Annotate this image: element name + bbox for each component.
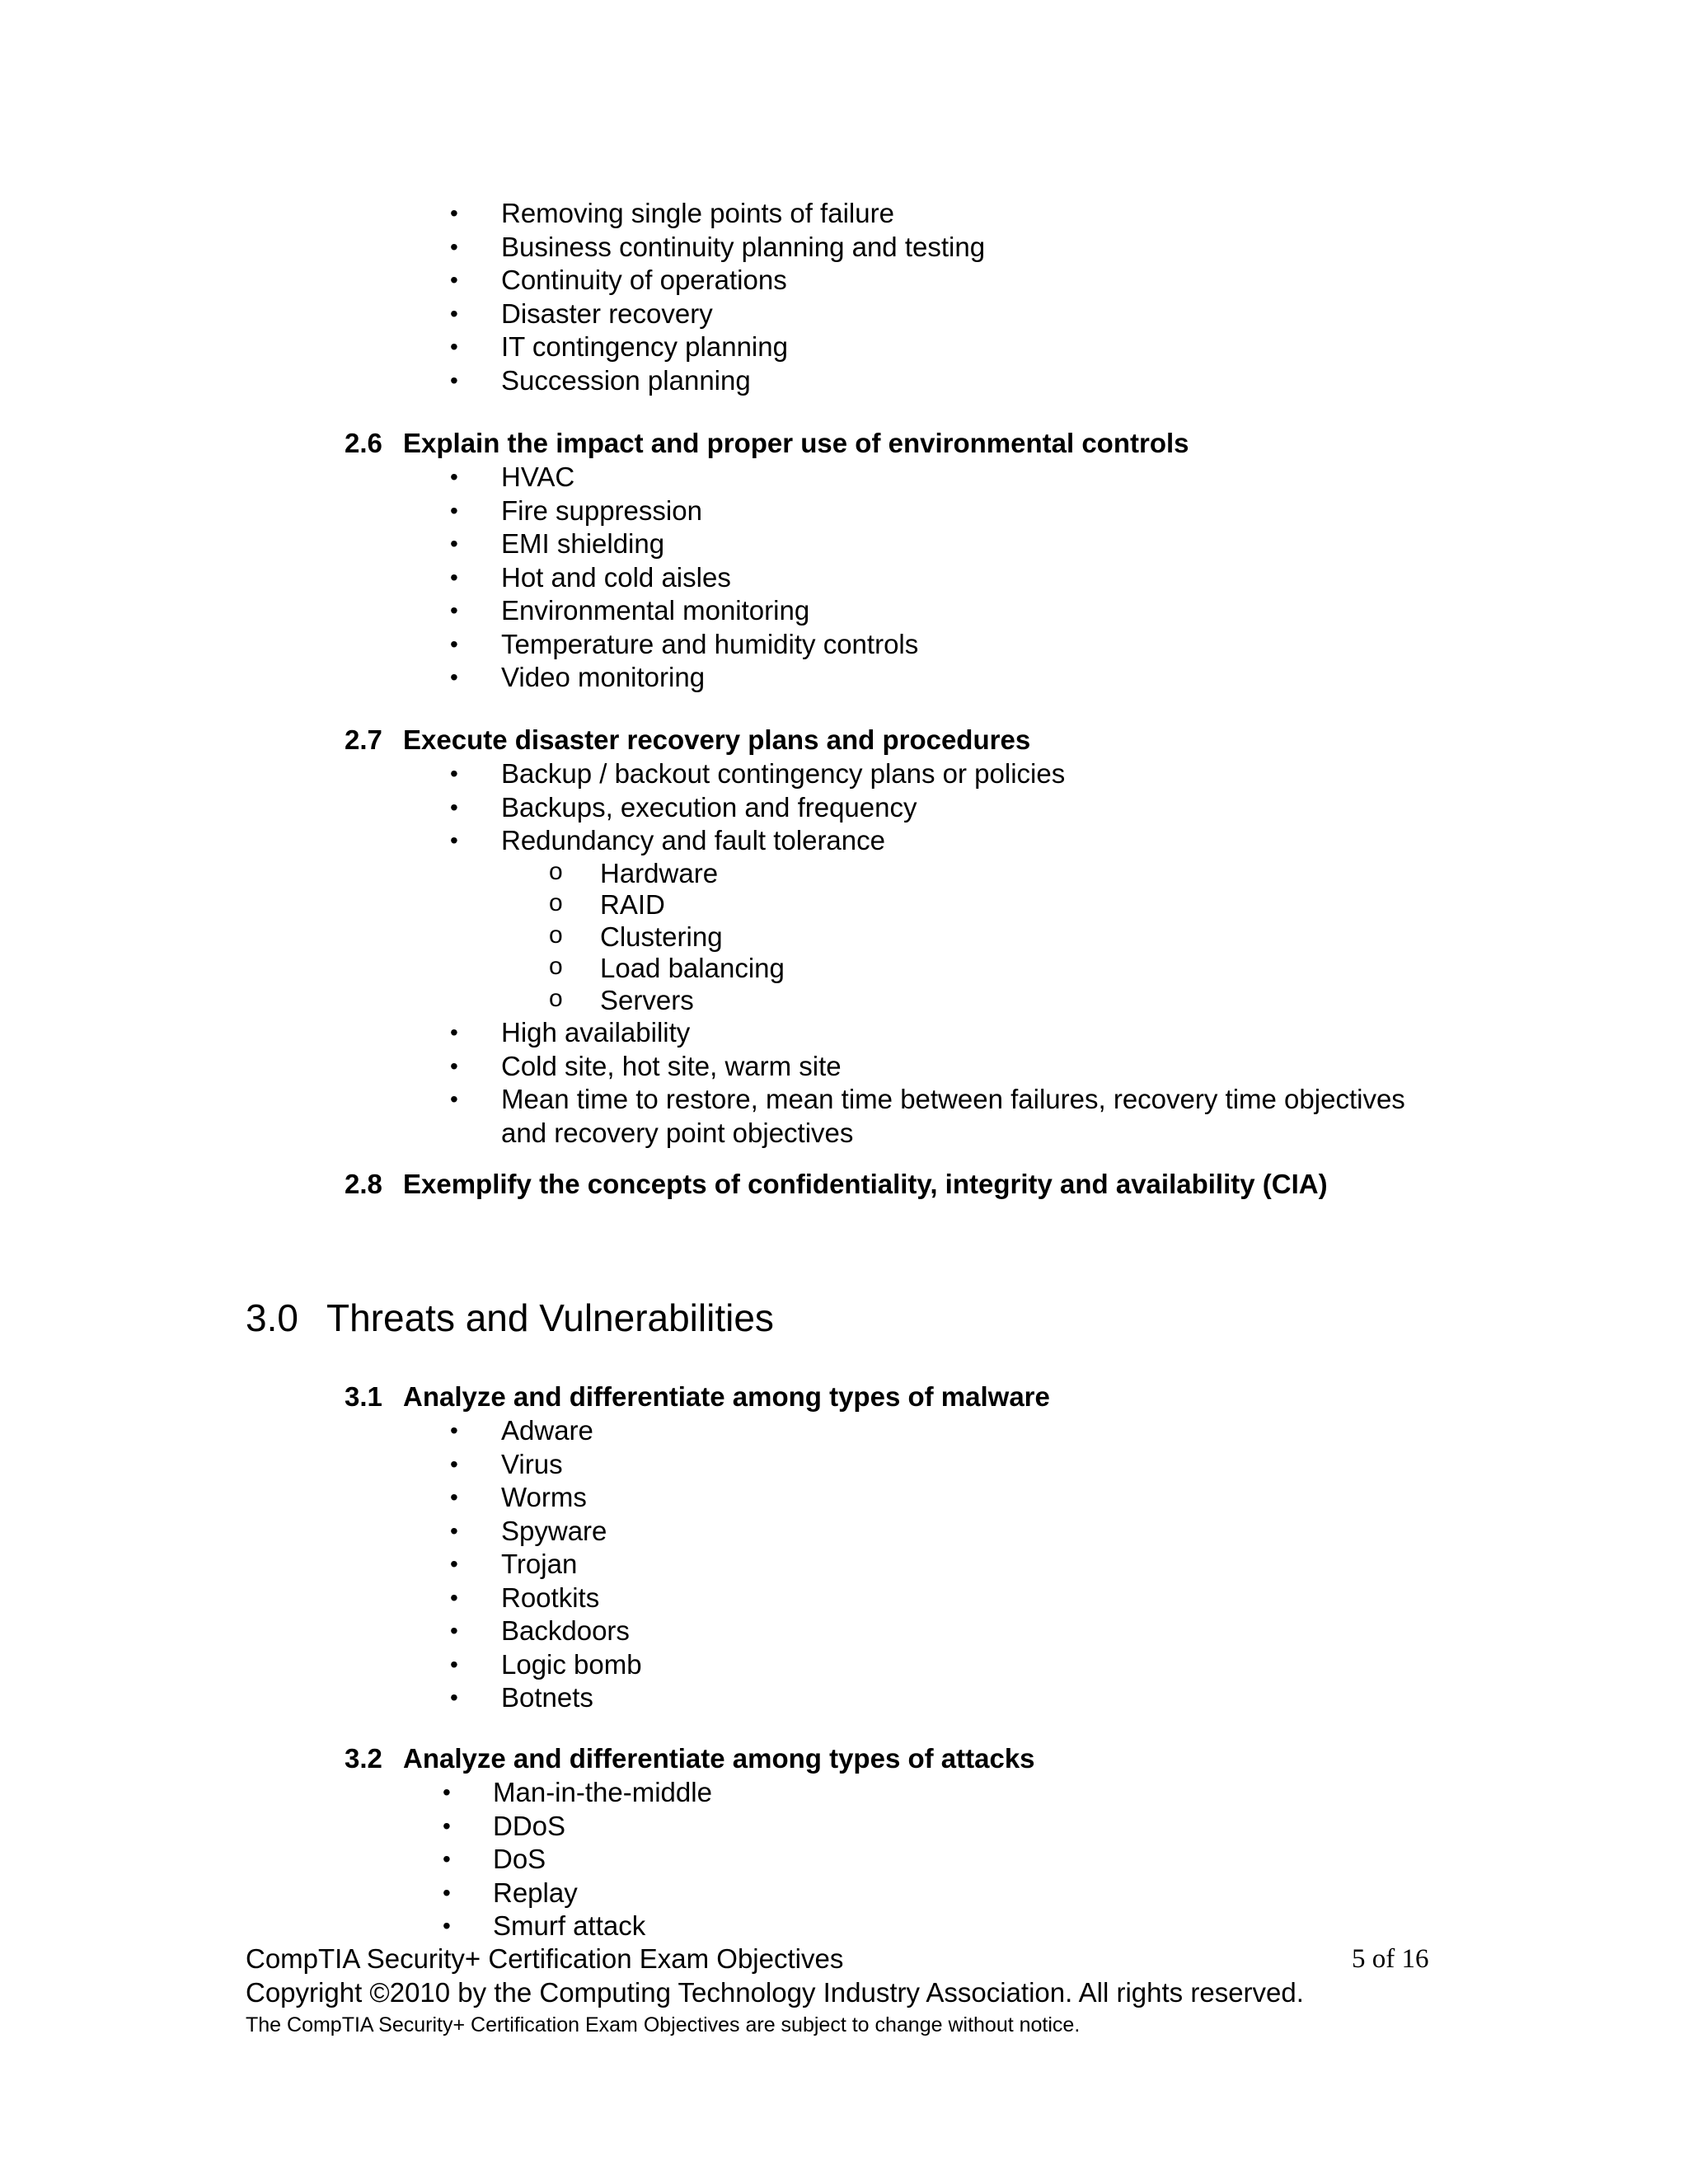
- hollow-bullet-icon: o: [549, 953, 563, 980]
- bullet-icon: •: [450, 664, 458, 690]
- list-item: • Backups, execution and frequency: [0, 791, 1688, 825]
- bullet-list: [0, 1414, 1688, 1715]
- footer-notice: The CompTIA Security+ Certification Exam Objectives are subject to change without notice.: [246, 2013, 1081, 2036]
- domain-number: 3.0: [246, 1296, 298, 1339]
- list-item: • HVAC: [0, 461, 1688, 494]
- section-2-7-list: [0, 757, 1688, 1150]
- bullet-icon: •: [450, 233, 458, 260]
- list-item: • Disaster recovery: [0, 298, 1688, 331]
- list-item: • Man-in-the-middle: [0, 1776, 1688, 1810]
- hollow-bullet-icon: o: [549, 921, 563, 949]
- bullet-list: [0, 461, 1688, 695]
- bullet-icon: •: [450, 1584, 458, 1610]
- hollow-bullet-icon: o: [549, 857, 563, 885]
- sub-list-item: o Hardware: [549, 857, 719, 888]
- bullet-list: [0, 197, 1688, 397]
- list-item: • Rootkits: [0, 1582, 1688, 1615]
- list-item: • Botnets: [0, 1681, 1688, 1715]
- bullet-icon: •: [450, 564, 458, 590]
- continued-list: [0, 197, 1688, 397]
- list-item: • Video monitoring: [0, 661, 1688, 695]
- list-item: • Backup / backout contingency plans or policies: [0, 757, 1688, 791]
- sub-list-item: o RAID: [549, 889, 665, 920]
- list-item: • Hot and cold aisles: [0, 561, 1688, 595]
- bullet-icon: •: [450, 1019, 458, 1045]
- bullet-icon: •: [450, 367, 458, 393]
- list-item: • Worms: [0, 1481, 1688, 1515]
- bullet-icon: •: [450, 334, 458, 359]
- bullet-icon: •: [450, 1052, 458, 1079]
- hollow-bullet-icon: o: [549, 984, 563, 1012]
- list-item: • DDoS: [0, 1810, 1688, 1844]
- list-item: • Replay: [0, 1877, 1688, 1910]
- page-number: 5 of 16: [1352, 1944, 1429, 1974]
- domain-title: Threats and Vulnerabilities: [326, 1296, 774, 1339]
- list-item: • Virus: [0, 1448, 1688, 1482]
- bullet-icon: •: [450, 827, 458, 853]
- footer-copyright: Copyright ©2010 by the Computing Technology Industry Association. All rights reserved.: [246, 1977, 1304, 2008]
- bullet-list: [0, 1776, 1688, 1943]
- section-title: Exemplify the concepts of confidentiality, integrity and availability (CIA): [403, 1169, 1328, 1199]
- bullet-icon: •: [443, 1779, 451, 1805]
- bullet-icon: •: [443, 1913, 451, 1938]
- section-number: 2.8: [345, 1169, 382, 1199]
- section-title: Analyze and differentiate among types of attacks: [403, 1743, 1035, 1774]
- bullet-icon: •: [450, 267, 458, 293]
- list-item: • Cold site, hot site, warm site: [0, 1050, 1688, 1084]
- bullet-icon: •: [443, 1812, 451, 1839]
- bullet-icon: •: [443, 1879, 451, 1905]
- section-title: Analyze and differentiate among types of malware: [403, 1381, 1050, 1412]
- list-item: • Logic bomb: [0, 1648, 1688, 1682]
- list-item: • Spyware: [0, 1515, 1688, 1549]
- list-item: • Succession planning: [0, 364, 1688, 398]
- section-number: 2.6: [345, 428, 382, 458]
- bullet-icon: •: [450, 1517, 458, 1544]
- list-item: • High availability: [0, 1016, 1688, 1050]
- hollow-bullet-icon: o: [549, 889, 563, 916]
- sub-list-item: o Servers: [549, 984, 694, 1015]
- list-item: • Fire suppression: [0, 494, 1688, 528]
- bullet-icon: •: [450, 794, 458, 820]
- section-title: Explain the impact and proper use of environmental controls: [403, 428, 1189, 458]
- bullet-icon: •: [443, 1846, 451, 1872]
- section-number: 2.7: [345, 724, 382, 755]
- section-number: 3.1: [345, 1381, 382, 1412]
- section-3-1-list: [0, 1414, 1688, 1715]
- bullet-icon: •: [450, 531, 458, 556]
- bullet-icon: •: [450, 630, 458, 657]
- sub-list-item: o Load balancing: [549, 953, 785, 983]
- bullet-icon: •: [450, 1651, 458, 1677]
- bullet-icon: •: [450, 598, 458, 623]
- list-item: • Backdoors: [0, 1615, 1688, 1648]
- sub-bullet-list: [0, 858, 1688, 1017]
- sub-list-item: o Clustering: [549, 921, 723, 952]
- section-number: 3.2: [345, 1743, 382, 1774]
- bullet-icon: •: [450, 300, 458, 326]
- bullet-icon: •: [450, 1484, 458, 1510]
- list-item: • Mean time to restore, mean time between failures, recovery time objectives and recovery point objectives: [450, 1084, 1405, 1148]
- bullet-icon: •: [450, 200, 458, 226]
- section-2-6-list: [0, 461, 1688, 695]
- bullet-icon: •: [450, 464, 458, 490]
- list-item: • EMI shielding: [0, 527, 1688, 561]
- list-item: • Adware: [0, 1414, 1688, 1448]
- section-title: Execute disaster recovery plans and procedures: [403, 724, 1031, 755]
- list-item: • Temperature and humidity controls: [0, 628, 1688, 662]
- bullet-icon: •: [450, 1685, 458, 1710]
- bullet-icon: •: [450, 1451, 458, 1477]
- list-item: • Smurf attack: [0, 1910, 1688, 1943]
- footer-doc-title: CompTIA Security+ Certification Exam Objectives: [246, 1943, 844, 1974]
- bullet-icon: •: [450, 1618, 458, 1643]
- list-item: • Continuity of operations: [0, 264, 1688, 298]
- section-3-2-list: [0, 1776, 1688, 1943]
- bullet-icon: •: [450, 761, 458, 786]
- list-item: • Redundancy and fault tolerance: [0, 824, 1688, 858]
- bullet-icon: •: [450, 497, 458, 523]
- bullet-icon: •: [450, 1418, 458, 1443]
- bullet-list: [0, 757, 1688, 858]
- list-item: • IT contingency planning: [0, 330, 1688, 364]
- list-item: • DoS: [0, 1843, 1688, 1877]
- bullet-icon: •: [450, 1551, 458, 1577]
- list-item: • Environmental monitoring: [0, 594, 1688, 628]
- bullet-icon: •: [450, 1086, 458, 1112]
- list-item: • Removing single points of failure: [0, 197, 1688, 231]
- list-item: • Business continuity planning and testing: [0, 231, 1688, 265]
- bullet-list: [0, 1016, 1688, 1150]
- list-item: • Trojan: [0, 1548, 1688, 1582]
